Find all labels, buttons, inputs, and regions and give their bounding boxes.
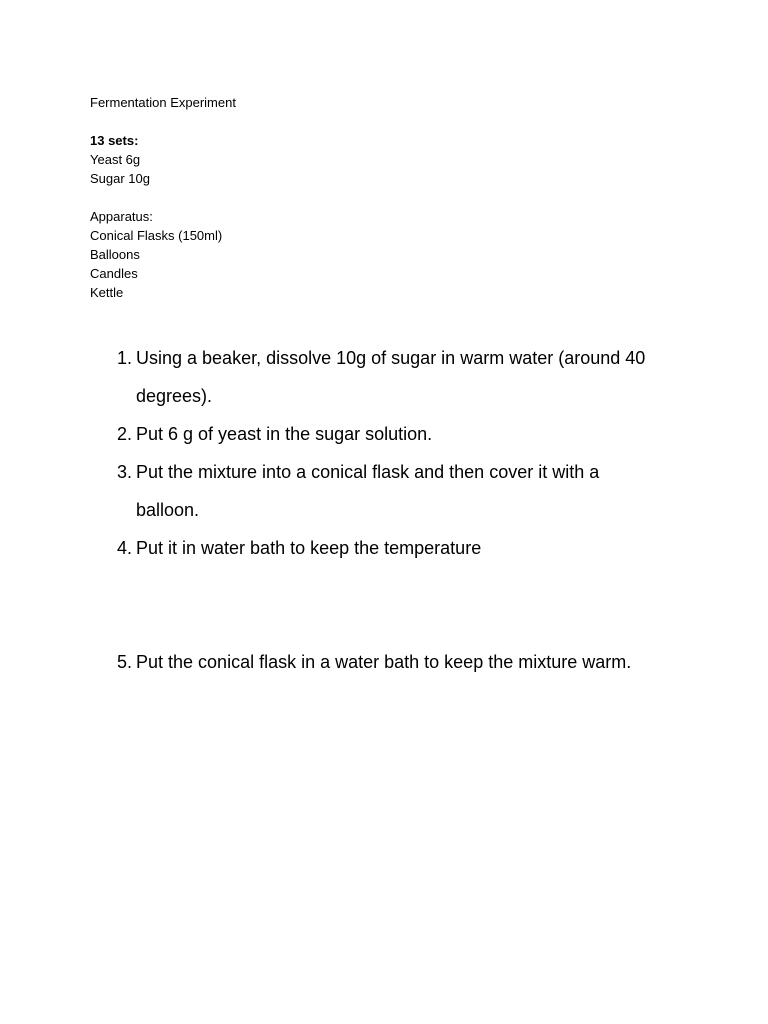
step-number: 4. bbox=[116, 538, 132, 558]
sets-heading: 13 sets: bbox=[90, 133, 139, 148]
apparatus-item-kettle: Kettle bbox=[90, 285, 124, 300]
step-text: Put the conical flask in a water bath to keep the mixture warm. bbox=[136, 652, 632, 672]
ingredient-yeast: Yeast 6g bbox=[90, 152, 141, 167]
step-text: Put it in water bath to keep the temperature bbox=[136, 538, 482, 558]
step-number: 1. bbox=[116, 348, 132, 368]
step-number: 5. bbox=[116, 652, 132, 672]
step-number: 2. bbox=[116, 424, 132, 444]
step-text: Put 6 g of yeast in the sugar solution. bbox=[136, 424, 433, 444]
apparatus-item-balloons: Balloons bbox=[90, 247, 140, 262]
step-number: 3. bbox=[116, 462, 132, 482]
ingredient-sugar: Sugar 10g bbox=[90, 171, 150, 186]
step-text: Put the mixture into a conical flask and then cover it with a balloon. bbox=[136, 462, 600, 520]
document-title: Fermentation Experiment bbox=[90, 95, 236, 110]
apparatus-heading: Apparatus: bbox=[90, 209, 153, 224]
apparatus-item-flasks: Conical Flasks (150ml) bbox=[90, 228, 223, 243]
apparatus-item-candles: Candles bbox=[90, 266, 138, 281]
step-text: Using a beaker, dissolve 10g of sugar in warm water (around 40 degrees). bbox=[136, 348, 646, 406]
